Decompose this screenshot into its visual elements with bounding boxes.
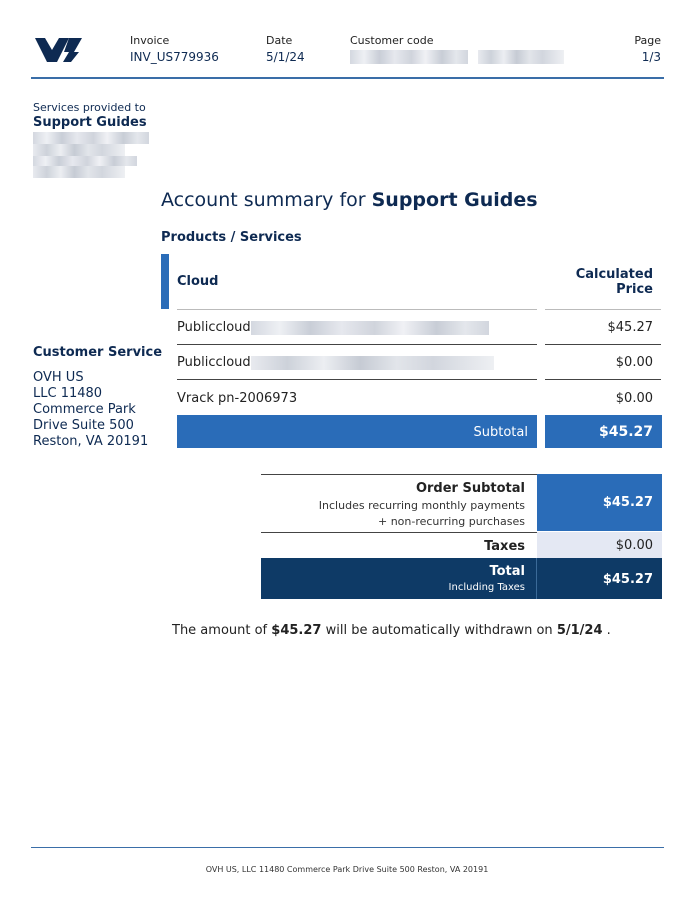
product-detail-redacted <box>251 321 489 335</box>
table-row-name: Publiccloud <box>177 355 251 370</box>
taxes-divider <box>261 532 537 533</box>
column-header-price <box>576 267 653 297</box>
withdrawal-amount: $45.27 <box>271 623 322 638</box>
footer-address: OVH US, LLC 11480 Commerce Park Drive Suite 500 Reston, VA 20191 <box>205 865 489 874</box>
withdrawal-date: 5/1/24 <box>556 623 603 638</box>
totals-top-border <box>261 474 537 475</box>
date-value: 5/1/24 <box>266 50 305 64</box>
customer-code-redacted <box>350 50 468 64</box>
address-line: Reston, VA 20191 <box>33 434 149 449</box>
table-row-name: Vrack pn-2006973 <box>177 391 298 406</box>
invoice-number: INV_US779936 <box>130 50 219 64</box>
row-divider <box>177 309 537 310</box>
order-subtotal-label: Order Subtotal <box>415 481 525 496</box>
address-line: Commerce Park <box>33 402 136 417</box>
table-accent-bar <box>161 254 169 309</box>
total-label: Total <box>489 564 525 579</box>
row-divider <box>177 379 537 380</box>
table-row-price: $0.00 <box>615 391 653 406</box>
date-label: Date <box>266 34 293 47</box>
row-divider <box>545 309 661 310</box>
footer-divider <box>31 847 664 848</box>
withdrawal-suffix: . <box>606 623 611 638</box>
customer-address-redacted <box>33 132 149 178</box>
withdrawal-notice <box>172 623 611 638</box>
page-number: 1/3 <box>641 50 661 64</box>
total-note: Including Taxes <box>448 582 525 593</box>
withdrawal-prefix: The amount of <box>172 623 268 638</box>
taxes-label: Taxes <box>484 539 525 554</box>
subtotal-gap <box>537 415 545 448</box>
column-header-price-line2: Price <box>616 282 653 297</box>
customer-service-title: Customer Service <box>33 345 163 360</box>
address-line: OVH US <box>33 370 84 385</box>
row-divider <box>545 344 661 345</box>
ovh-logo <box>33 34 83 64</box>
subtotal-bar <box>177 415 662 448</box>
total-divider <box>536 558 537 599</box>
product-detail-redacted <box>251 356 494 370</box>
order-subtotal-value: $45.27 <box>602 495 653 510</box>
address-line: LLC 11480 <box>33 386 103 401</box>
summary-title-prefix: Account summary for <box>161 189 366 211</box>
account-summary-title <box>161 189 538 211</box>
column-header-cloud: Cloud <box>177 274 219 289</box>
address-line: Drive Suite 500 <box>33 418 134 433</box>
table-row-name: Publiccloud <box>177 320 251 335</box>
products-services-label: Products / Services <box>161 230 302 245</box>
services-customer-name: Support Guides <box>33 115 147 130</box>
header-divider <box>31 77 664 79</box>
invoice-label: Invoice <box>130 34 170 47</box>
summary-title-name: Support Guides <box>371 189 538 211</box>
table-row-price: $0.00 <box>615 355 653 370</box>
page-label: Page <box>634 34 661 47</box>
order-subtotal-note: Includes recurring monthly payments + non-recurring purchases <box>318 499 525 528</box>
column-header-price-line1: Calculated <box>575 267 653 282</box>
services-label: Services provided to <box>33 101 146 114</box>
customer-code-redacted-2 <box>478 50 564 64</box>
total-value: $45.27 <box>602 572 653 587</box>
table-row-price: $45.27 <box>607 320 653 335</box>
taxes-value: $0.00 <box>615 538 653 553</box>
customer-code-label: Customer code <box>350 34 434 47</box>
customer-service-address <box>33 370 148 450</box>
subtotal-value: $45.27 <box>598 424 653 440</box>
row-divider <box>177 344 537 345</box>
withdrawal-middle: will be automatically withdrawn on <box>325 623 553 638</box>
subtotal-label: Subtotal <box>473 425 528 440</box>
row-divider <box>545 379 661 380</box>
